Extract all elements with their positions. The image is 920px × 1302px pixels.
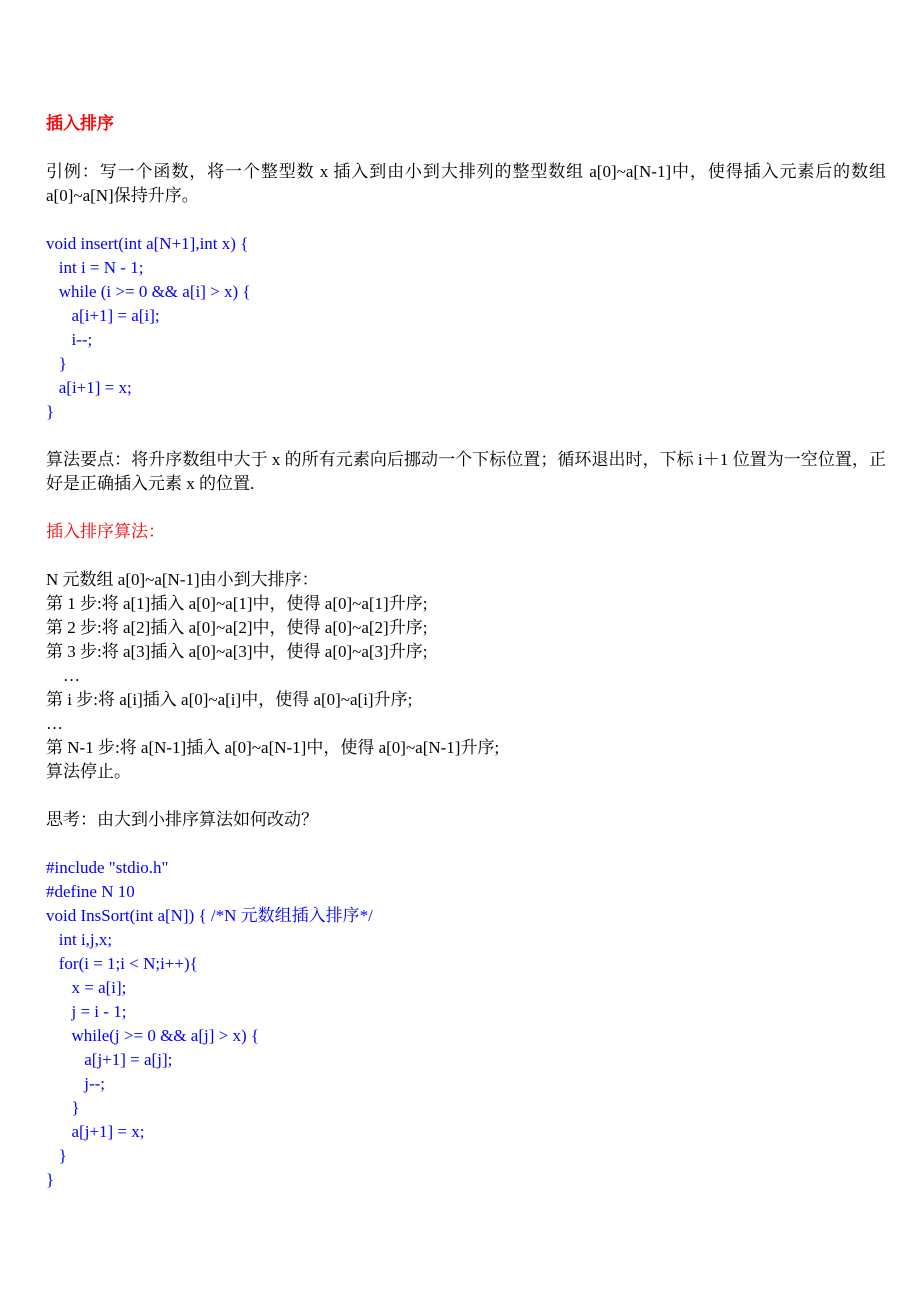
question-text: 思考：由大到小排序算法如何改动？ (46, 810, 318, 829)
intro-paragraph: 引例：写一个函数，将一个整型数 x 插入到由小到大排列的整型数组 a[0]~a[N-1]中，使得插入元素后的数组 a[0]~a[N]保持升序。 (46, 162, 886, 205)
spacer (46, 208, 886, 232)
step-line: 第 2 步:将 a[2]插入 a[0]~a[2]中，使得 a[0]~a[2]升序; (46, 618, 428, 637)
spacer (46, 136, 886, 160)
spacer (46, 424, 886, 448)
inssort-program-code (46, 856, 886, 1192)
code-line: j--; (46, 1074, 106, 1093)
page-title: 插入排序 (46, 114, 114, 133)
step-line: 第 3 步:将 a[3]插入 a[0]~a[3]中，使得 a[0]~a[3]升序; (46, 642, 428, 661)
step-line: 第 i 步:将 a[i]插入 a[0]~a[i]中，使得 a[0]~a[i]升序; (46, 690, 413, 709)
code-line: } (46, 1170, 55, 1189)
code-line: #include "stdio.h" (46, 858, 169, 877)
step-line: 第 N-1 步:将 a[N-1]插入 a[0]~a[N-1]中，使得 a[0]~a[N-1]升序; (46, 738, 500, 757)
code-line: } (46, 1146, 67, 1165)
step-line: 算法停止。 (46, 762, 131, 781)
code-line: for(i = 1;i < N;i++){ (46, 954, 198, 973)
spacer (46, 544, 886, 568)
code-line: a[j+1] = a[j]; (46, 1050, 173, 1069)
key-points-paragraph: 算法要点：将升序数组中大于 x 的所有元素向后挪动一个下标位置；循环退出时，下标 i＋1 位置为一空位置，正好是正确插入元素 x 的位置. (46, 450, 886, 493)
algorithm-steps (46, 568, 886, 784)
code-line: a[j+1] = x; (46, 1122, 145, 1141)
insert-function-code (46, 232, 886, 424)
spacer (46, 496, 886, 520)
code-line: i--; (46, 330, 93, 349)
code-line: void InsSort(int a[N]) { /*N 元数组插入排序*/ (46, 906, 373, 925)
code-line: void insert(int a[N+1],int x) { (46, 234, 249, 253)
code-line: a[i+1] = x; (46, 378, 132, 397)
code-line: } (46, 402, 55, 421)
code-line: while(j >= 0 && a[j] > x) { (46, 1026, 260, 1045)
code-line: int i,j,x; (46, 930, 113, 949)
algorithm-heading: 插入排序算法： (46, 522, 165, 541)
step-line: … (46, 714, 63, 733)
code-line: a[i+1] = a[i]; (46, 306, 160, 325)
spacer (46, 832, 886, 856)
code-line: #define N 10 (46, 882, 135, 901)
step-line: … (46, 666, 80, 685)
code-line: while (i >= 0 && a[i] > x) { (46, 282, 251, 301)
code-line: int i = N - 1; (46, 258, 144, 277)
step-line: 第 1 步:将 a[1]插入 a[0]~a[1]中，使得 a[0]~a[1]升序; (46, 594, 428, 613)
code-line: j = i - 1; (46, 1002, 127, 1021)
step-line: N 元数组 a[0]~a[N-1]由小到大排序： (46, 570, 319, 589)
code-line: } (46, 1098, 80, 1117)
code-line: } (46, 354, 67, 373)
code-line: x = a[i]; (46, 978, 127, 997)
document-page (46, 112, 886, 1192)
spacer (46, 784, 886, 808)
